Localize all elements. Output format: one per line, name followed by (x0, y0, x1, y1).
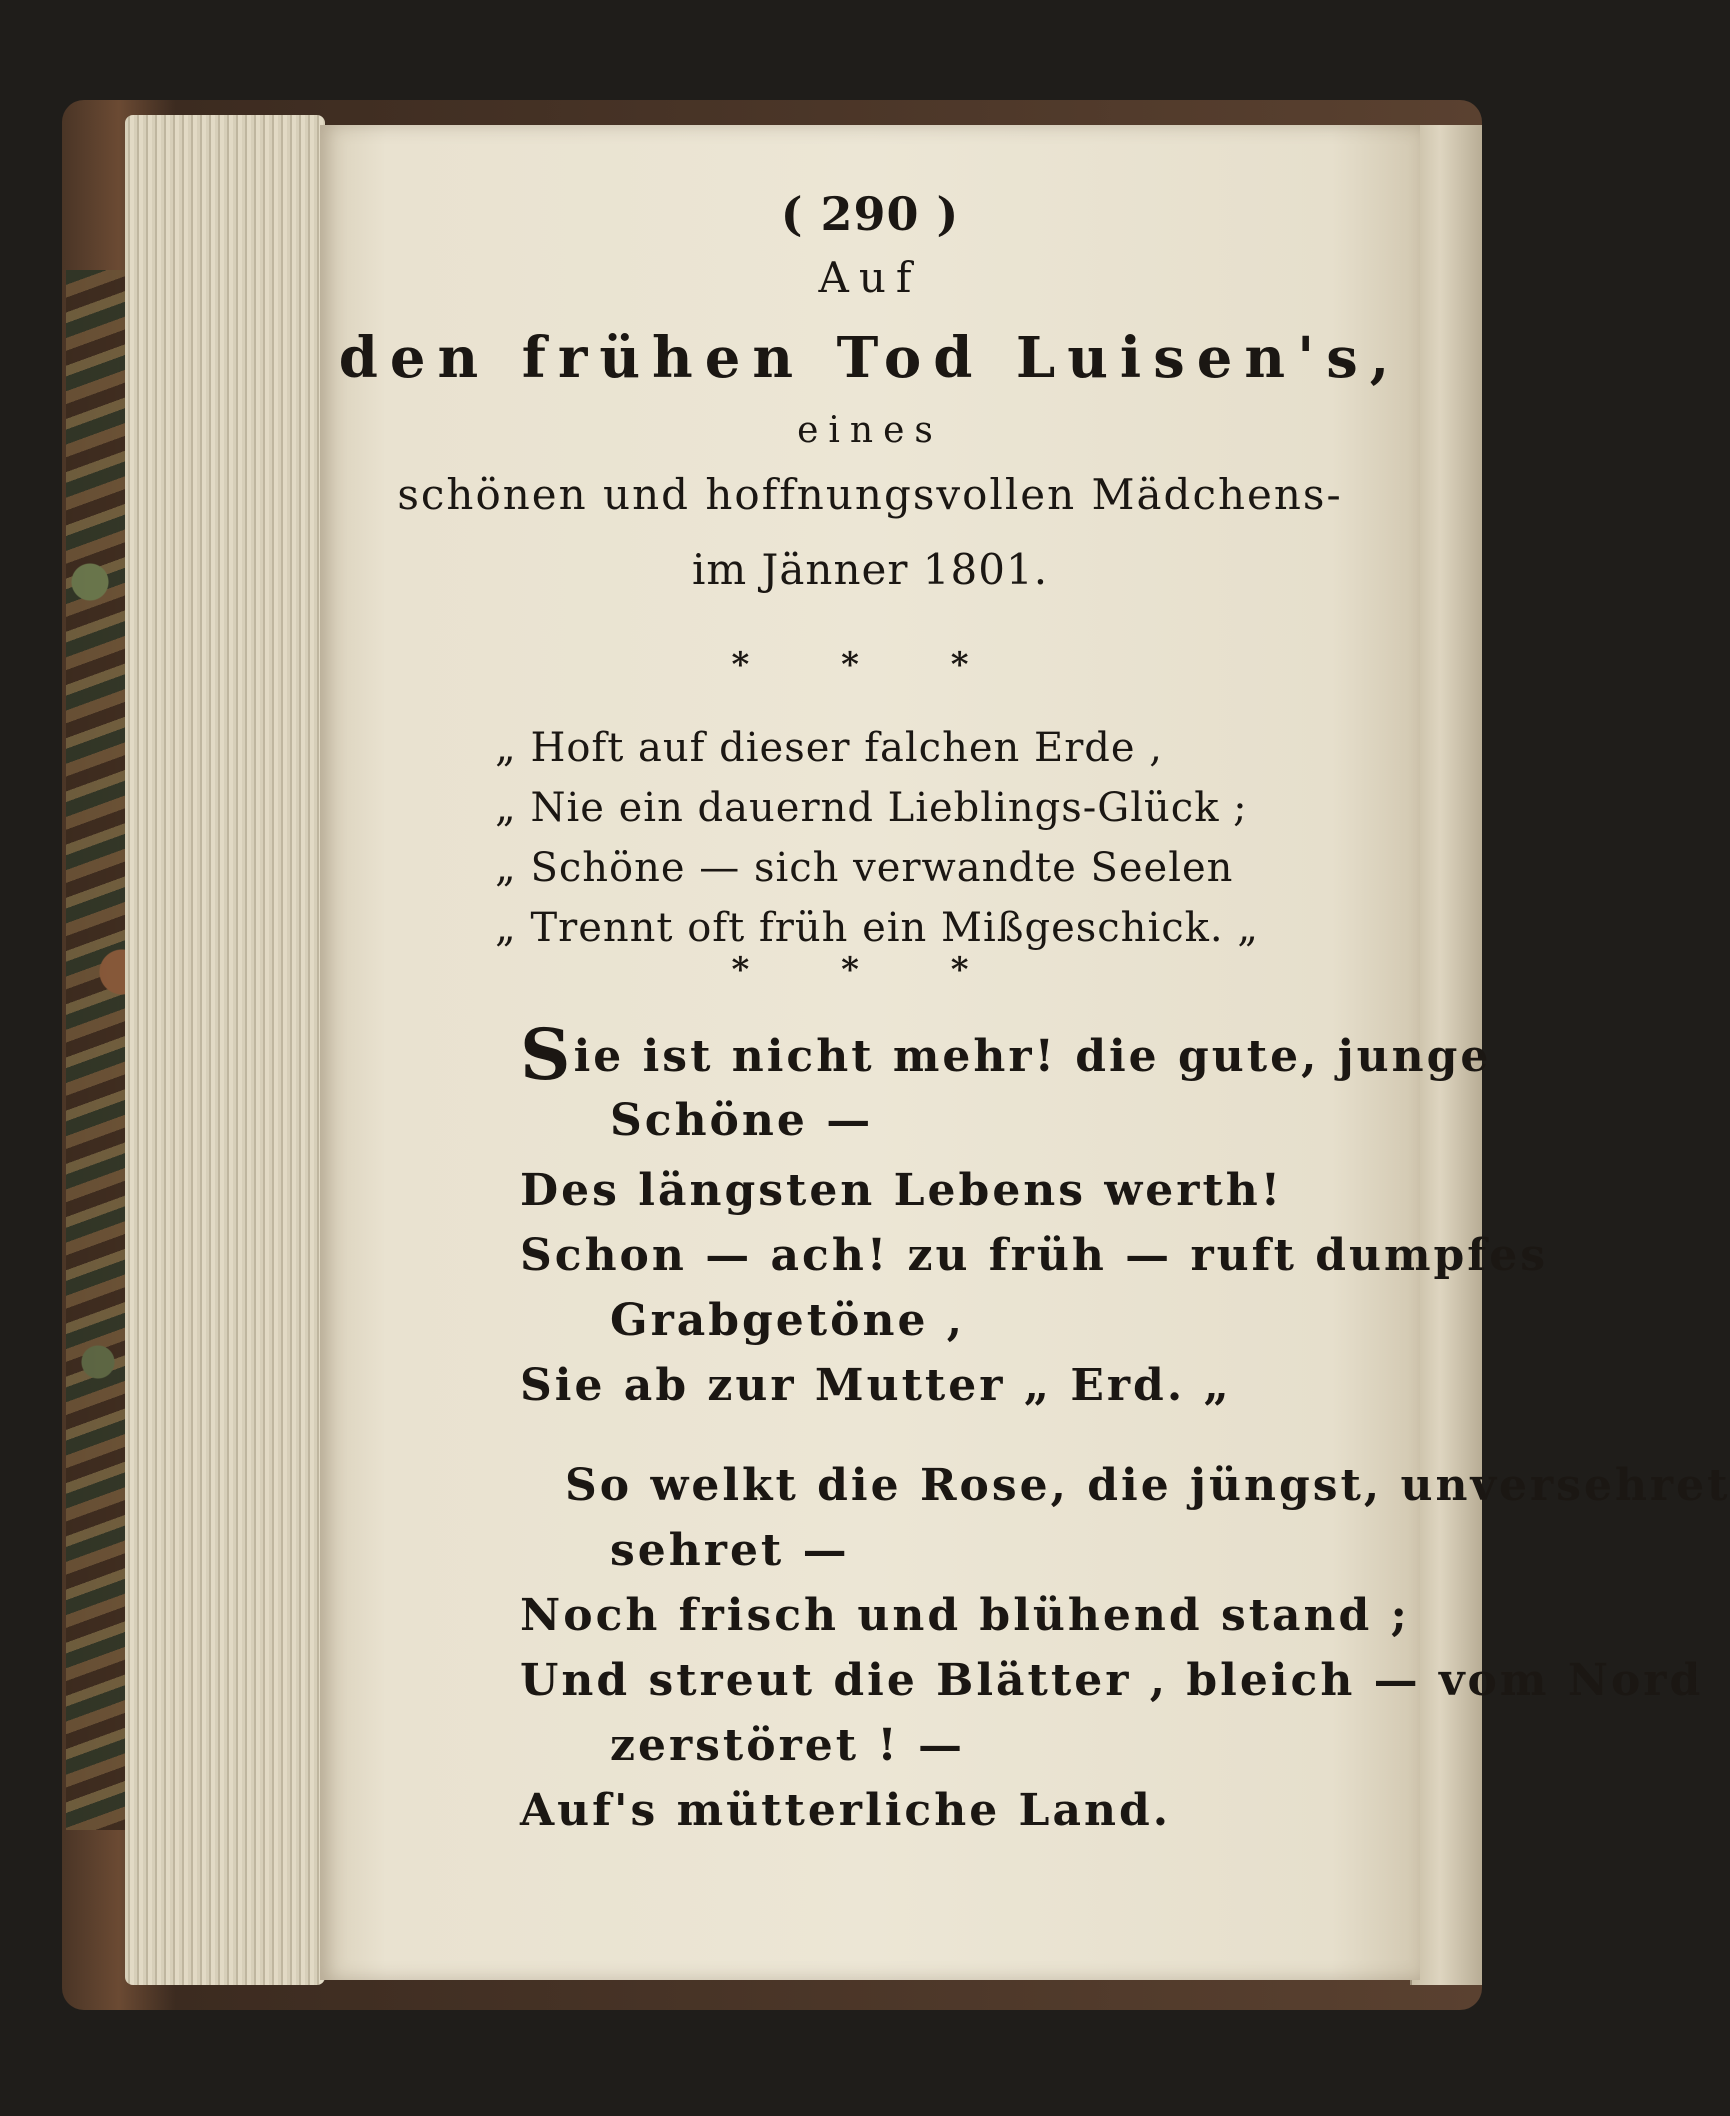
verse-line (520, 1013, 1492, 1096)
title-line-2: den frühen Tod Luisen's, (338, 325, 1402, 391)
verse-line-text: ie ist nicht mehr! die gute, junge (573, 1031, 1492, 1082)
verse-line: Schon — ach! zu früh — ruft dumpfes (520, 1230, 1548, 1281)
verse-line: Des längsten Lebens werth! (520, 1165, 1284, 1216)
title-line-1: Auf (818, 253, 922, 302)
verse-line: sehret — (610, 1525, 850, 1576)
book-page (320, 125, 1730, 1980)
verse-line: Noch frisch und blühend stand ; (520, 1590, 1410, 1641)
page-stack-left (125, 115, 325, 1985)
asterism-top: * * * (731, 645, 1009, 685)
verse-line: So welkt die Rose, die jüngst, unversehret (565, 1460, 1730, 1511)
verse-line: Und streut die Blätter , bleich — vom Nord (520, 1655, 1704, 1706)
verse-line: Schöne — (610, 1095, 874, 1146)
title-line-5: im Jänner 1801. (691, 545, 1049, 594)
verse-line: Sie ab zur Mutter „ Erd. „ (520, 1360, 1232, 1411)
drop-cap: S (520, 1013, 574, 1096)
motto-line: „ Hoft auf dieser falchen Erde , (495, 725, 1164, 771)
verse-line: zerstöret ! — (610, 1720, 966, 1771)
motto-line: „ Nie ein dauernd Lieblings-Glück ; (495, 785, 1248, 831)
page-number: ( 290 ) (780, 187, 960, 241)
title-line-4: schönen und hoffnungsvollen Mädchens- (397, 470, 1343, 519)
title-line-3: eines (797, 410, 943, 451)
motto-line: „ Trennt oft früh ein Mißgeschick. „ (495, 905, 1260, 951)
asterism-bottom: * * * (731, 950, 1009, 990)
verse-line: Auf's mütterliche Land. (520, 1785, 1172, 1836)
motto-line: „ Schöne — sich verwandte Seelen (495, 845, 1234, 891)
verse-line: Grabgetöne , (610, 1295, 966, 1346)
